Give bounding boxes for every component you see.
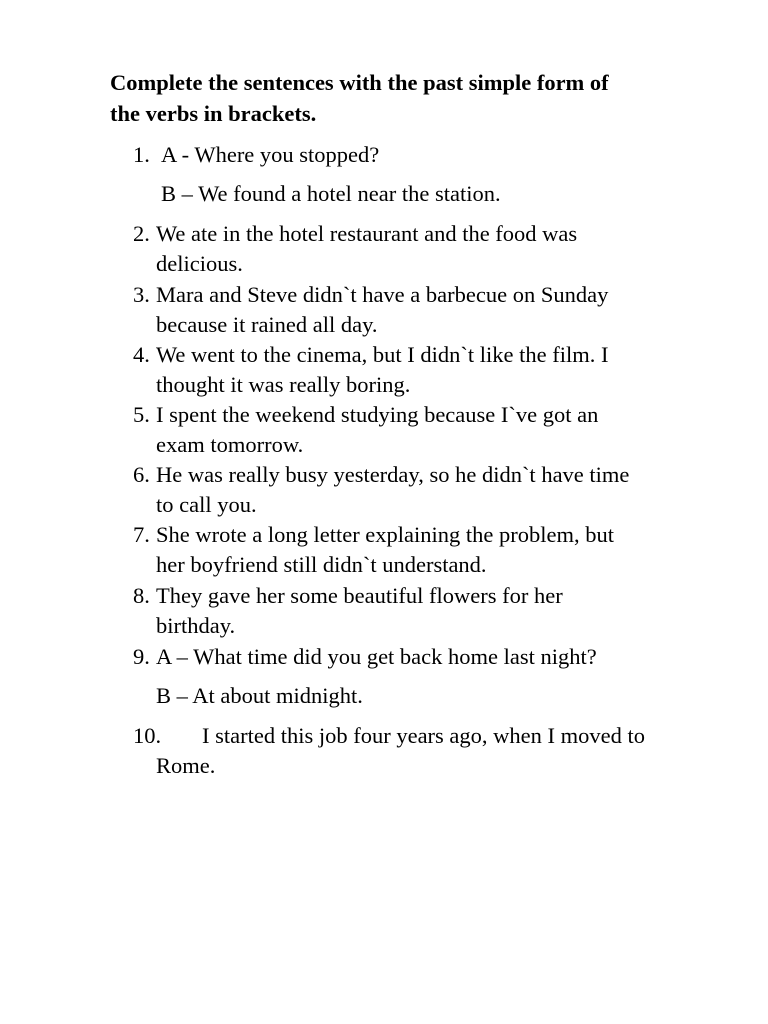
item-text	[156, 340, 608, 400]
item-text	[156, 280, 608, 340]
item-line: We ate in the hotel restaurant and the food was	[156, 221, 578, 246]
instructions-line-1: Complete the sentences with the past simple form of	[110, 70, 609, 95]
item-number: 4.	[133, 342, 150, 367]
exercise-instructions	[110, 67, 710, 129]
item-number: 6.	[133, 462, 150, 487]
item-line: We went to the cinema, but I didn`t like the film. I	[156, 342, 609, 367]
item-line: birthday.	[156, 613, 236, 638]
item-text	[161, 140, 379, 170]
item-number: 3.	[133, 282, 150, 307]
item-line: Mara and Steve didn`t have a barbecue on Sunday	[156, 282, 609, 307]
item-number: 5.	[133, 402, 150, 427]
item-line: They gave her some beautiful flowers for her	[156, 583, 563, 608]
item-text-continuation	[156, 751, 215, 781]
item-number: 8.	[133, 583, 150, 608]
item-line: her boyfriend still didn`t understand.	[156, 552, 487, 577]
item-number: 2.	[133, 221, 150, 246]
item-line: A - Where you stopped?	[161, 142, 380, 167]
instructions-line-2: the verbs in brackets.	[110, 101, 317, 126]
item-text	[156, 520, 614, 580]
item-number: 7.	[133, 522, 150, 547]
item-text	[202, 721, 645, 751]
item-text	[161, 179, 501, 209]
item-line: B – We found a hotel near the station.	[161, 181, 501, 206]
item-line: He was really busy yesterday, so he didn`t have time	[156, 462, 630, 487]
item-text	[156, 642, 597, 672]
item-line: Rome.	[156, 753, 216, 778]
item-line: She wrote a long letter explaining the problem, but	[156, 522, 615, 547]
item-text	[156, 219, 577, 279]
item-number: 1.	[133, 142, 150, 167]
item-line: delicious.	[156, 251, 243, 276]
item-line: I spent the weekend studying because I`ve got an	[156, 402, 599, 427]
item-text	[156, 460, 629, 520]
item-text	[156, 400, 598, 460]
item-number: 10.	[133, 723, 162, 748]
item-text	[156, 581, 563, 641]
item-text	[156, 681, 363, 711]
item-line: because it rained all day.	[156, 312, 378, 337]
item-line: A – What time did you get back home last night?	[156, 644, 597, 669]
item-number: 9.	[133, 644, 150, 669]
item-line: thought it was really boring.	[156, 372, 411, 397]
item-line: B – At about midnight.	[156, 683, 363, 708]
item-line: I started this job four years ago, when I moved to	[202, 723, 646, 748]
item-line: exam tomorrow.	[156, 432, 304, 457]
item-line: to call you.	[156, 492, 257, 517]
